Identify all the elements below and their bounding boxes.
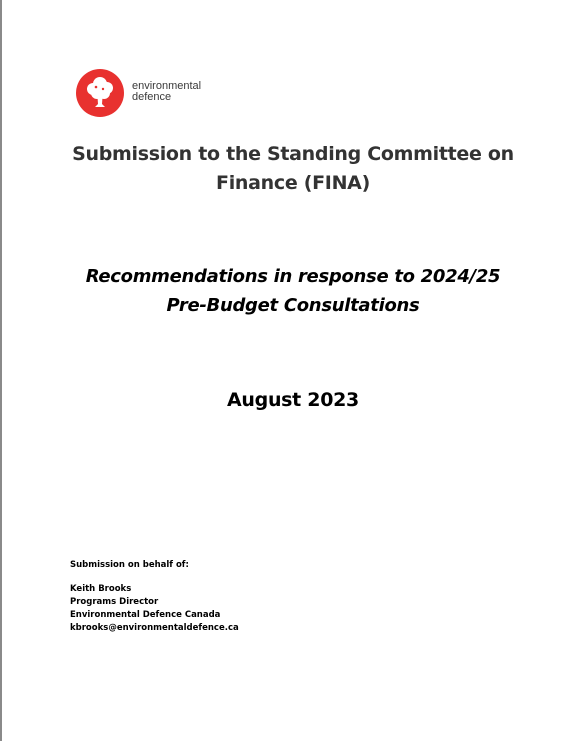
document-title-line-2: Finance (FINA) (216, 172, 370, 194)
environmental-defence-logo (76, 69, 236, 117)
contact-name: Keith Brooks (70, 584, 132, 594)
page-left-border (0, 0, 2, 741)
logo-word-defence: defence (132, 91, 172, 103)
logo-word-environmental: environmental (132, 80, 202, 92)
contact-email: kbrooks@environmentaldefence.ca (70, 623, 239, 633)
contact-label: Submission on behalf of: (70, 560, 189, 570)
contact-organization: Environmental Defence Canada (70, 610, 221, 620)
document-subtitle-line-1: Recommendations in response to 2024/25 (85, 266, 501, 287)
document-title (40, 140, 546, 198)
tree-icon (76, 69, 124, 117)
logo-wordmark (132, 81, 201, 103)
document-date: August 2023 (227, 389, 359, 411)
document-subtitle (40, 262, 546, 320)
contact-block (70, 560, 239, 635)
document-title-line-1: Submission to the Standing Committee on (72, 143, 514, 165)
document-subtitle-line-2: Pre-Budget Consultations (166, 295, 420, 316)
contact-role: Programs Director (70, 597, 159, 607)
